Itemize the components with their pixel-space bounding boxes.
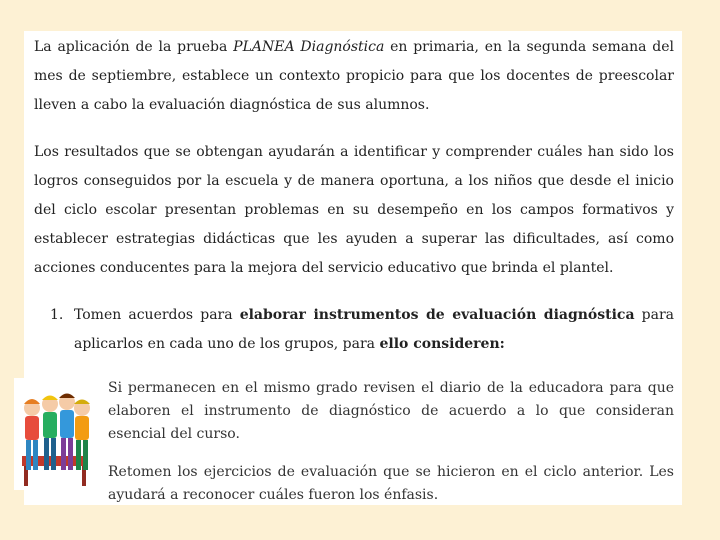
bullet-item-1 bbox=[108, 377, 674, 446]
document-page bbox=[24, 31, 682, 505]
item-text-middle: para aplicarlos en cada uno de los grupos, para bbox=[74, 307, 674, 352]
bullet-item-2 bbox=[108, 461, 674, 507]
diagnostica-label: Diagnóstica bbox=[300, 39, 385, 55]
intro-text-end: en primaria, en la segunda semana del mes de septiembre, establece un contexto propicio para que los docentes de preescolar lleven a cabo la evaluación diagnóstica de sus alumnos. bbox=[34, 39, 674, 113]
bullet-text: Si permanecen en el mismo grado revisen el diario de la educadora para que elaboren el instrumento de diagnóstico de acuerdo a lo que consideran esencial del curso. bbox=[108, 380, 674, 442]
children-clipart bbox=[14, 378, 96, 490]
item-bold-text-2: ello consideren: bbox=[379, 336, 505, 352]
list-number: 1. bbox=[50, 307, 64, 323]
planea-label: PLANEA bbox=[233, 39, 295, 55]
item-bold-text: elaborar instrumentos de evaluación diagnóstica bbox=[239, 307, 635, 323]
results-paragraph: Los resultados que se obtengan ayudarán a identificar y comprender cuáles han sido los logros conseguidos por la escuela y de manera oportuna, a los niños que desde el inicio del ciclo escolar presentan problemas en su desempeño en los campos formativos y establecer estrategias didácticas que les ayuden a superar las dificultades, así como acciones conducentes para la mejora del servicio educativo que brinda el plantel. bbox=[34, 144, 674, 276]
intro-text-start: La aplicación de la prueba bbox=[34, 39, 234, 55]
list-item-1 bbox=[50, 301, 674, 359]
item-text-start: Tomen acuerdos para bbox=[74, 307, 240, 323]
intro-paragraph bbox=[34, 33, 674, 120]
bullet-text: Retomen los ejercicios de evaluación que se hicieron en el ciclo anterior. Les ayudará a reconocer cuáles fueron los énfasis. bbox=[108, 464, 674, 503]
